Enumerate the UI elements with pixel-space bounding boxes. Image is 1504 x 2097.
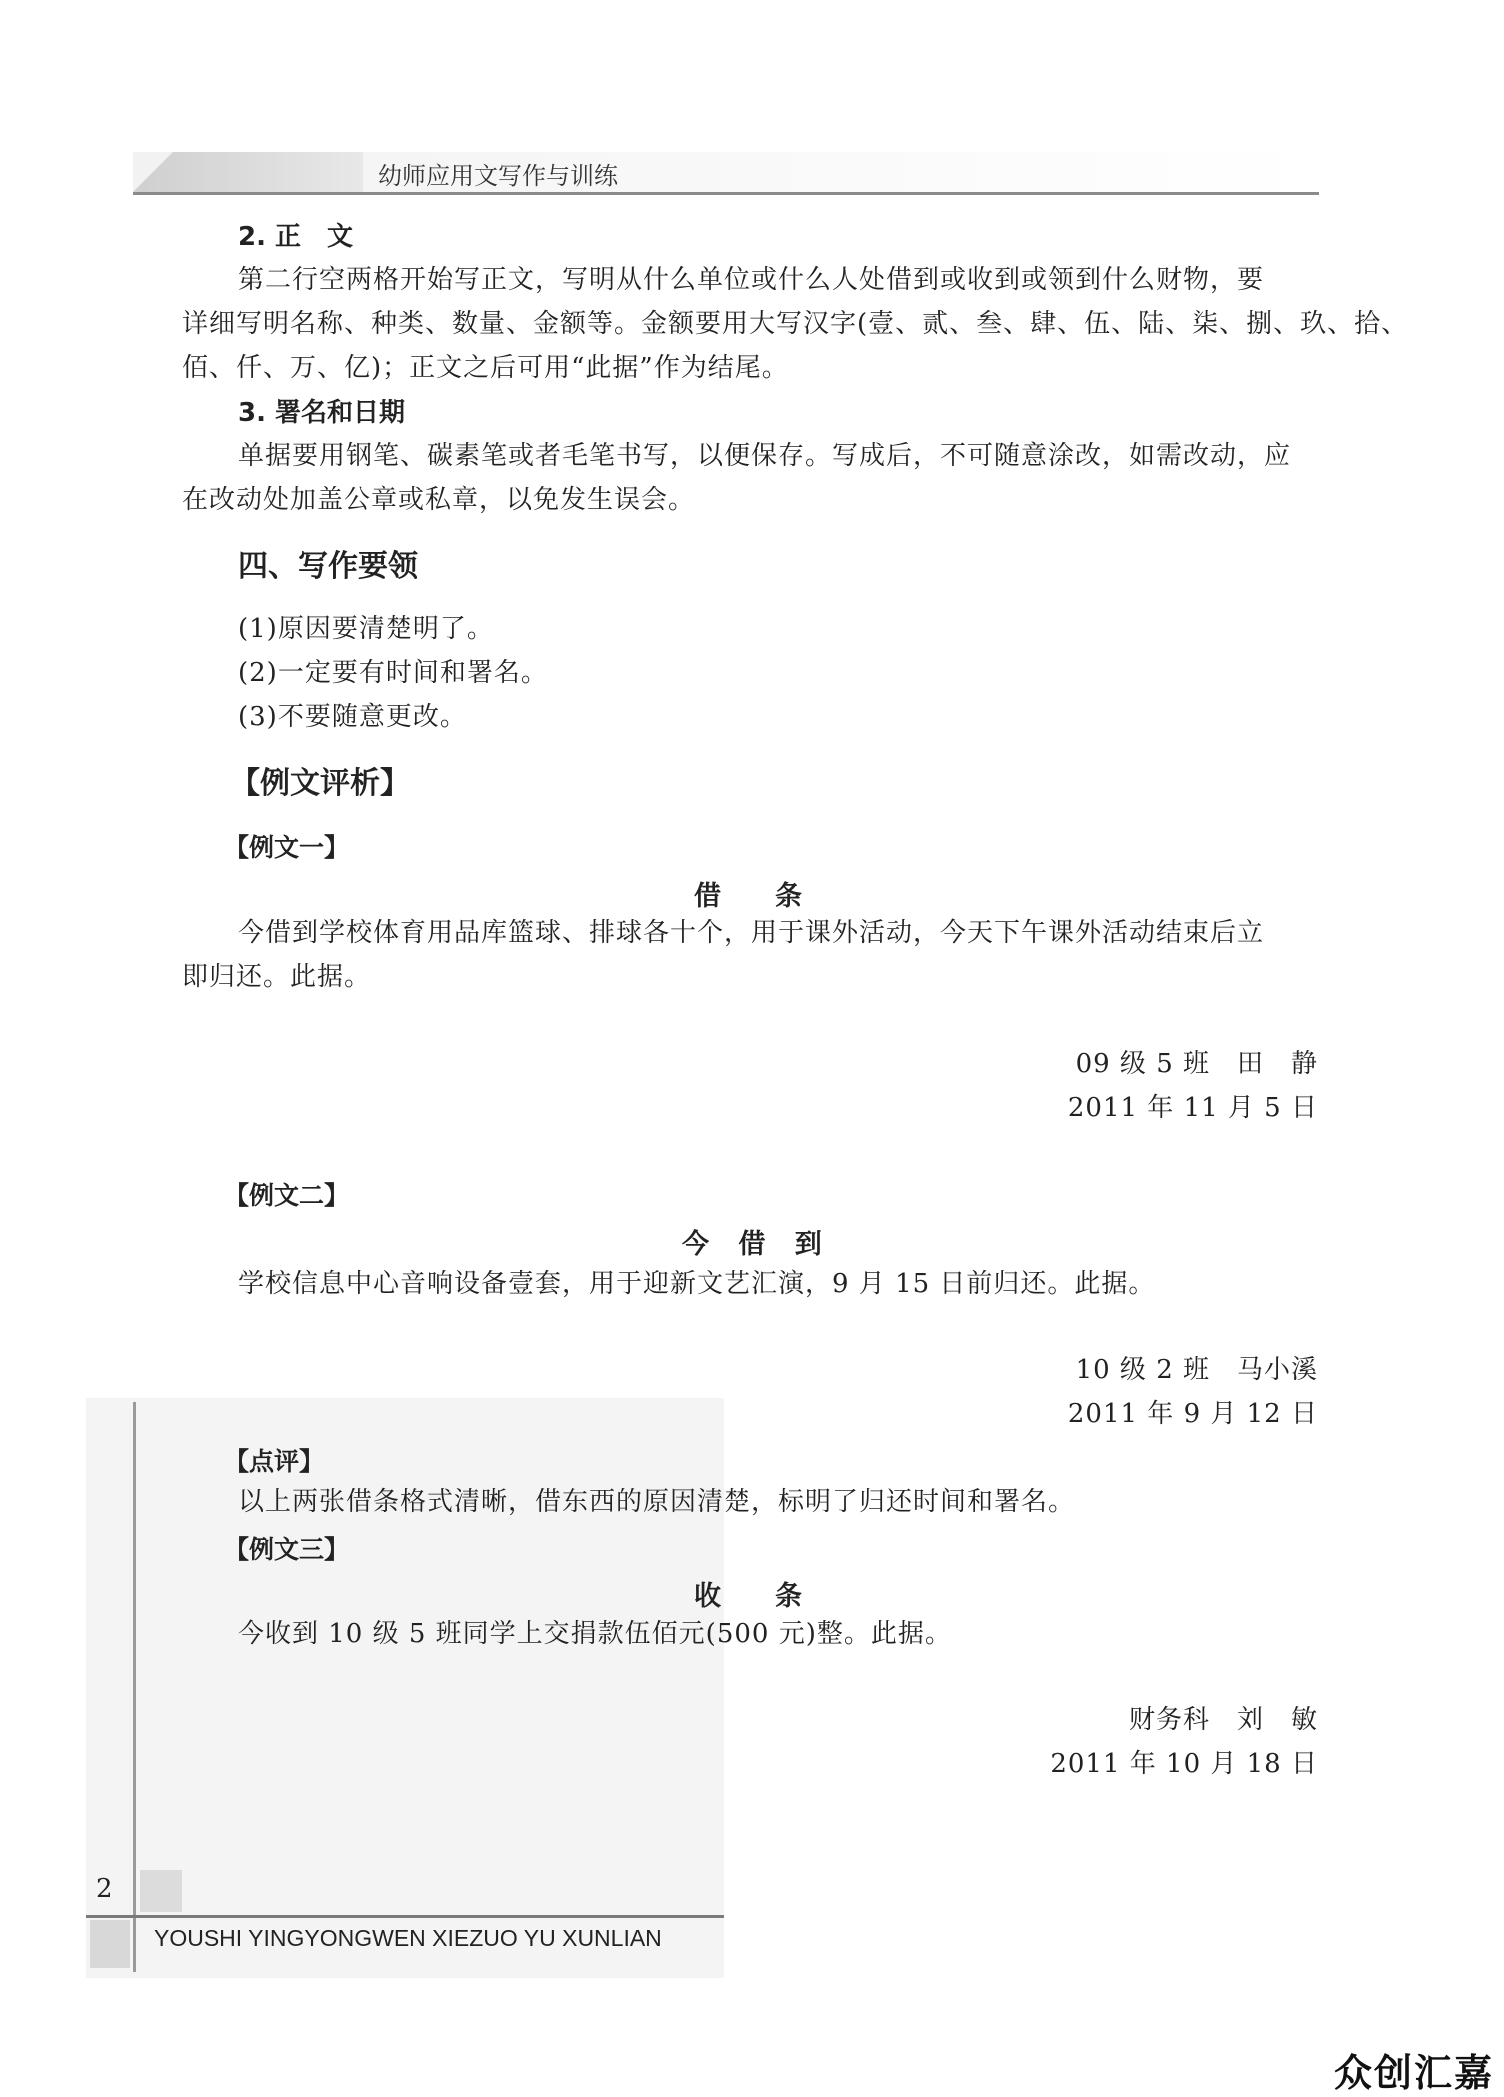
footer-horizontal-rule <box>86 1915 724 1918</box>
example-3-title: 收 条 <box>694 1581 802 1612</box>
example-2-date: 2011 年 9 月 12 日 <box>1067 1399 1318 1429</box>
signature-paragraph-line-2: 在改动处加盖公章或私章，以免发生误会。 <box>182 485 696 515</box>
example-2-title: 今 借 到 <box>682 1229 832 1260</box>
example-1-signer: 09 级 5 班 田 静 <box>1075 1049 1318 1079</box>
example-3-date: 2011 年 10 月 18 日 <box>1050 1749 1318 1779</box>
signature-paragraph-line-1: 单据要用钢笔、碳素笔或者毛笔书写，以便保存。写成后，不可随意涂改，如需改动，应 <box>238 441 1292 471</box>
comment-label: 【点评】 <box>224 1447 325 1476</box>
running-header-title: 幼师应用文写作与训练 <box>378 162 618 190</box>
writing-point-3: (3)不要随意更改。 <box>238 702 467 732</box>
example-1-line-1: 今借到学校体育用品库篮球、排球各十个，用于课外活动，今天下午课外活动结束后立 <box>238 918 1265 948</box>
writing-point-2: (2)一定要有时间和署名。 <box>238 658 548 688</box>
comment-text: 以上两张借条格式清晰，借东西的原因清楚，标明了归还时间和署名。 <box>238 1487 1076 1517</box>
footer-vertical-rule <box>133 1402 136 1972</box>
example-2-line-1: 学校信息中心音响设备壹套，用于迎新文艺汇演，9 月 15 日前归还。此据。 <box>238 1269 1156 1299</box>
example-3-label: 【例文三】 <box>224 1535 350 1564</box>
section-heading-body: 2. 正 文 <box>238 222 354 252</box>
section-heading-writing-points: 四、写作要领 <box>238 549 418 584</box>
section-heading-signature: 3. 署名和日期 <box>238 398 406 428</box>
example-3-line-1: 今收到 10 级 5 班同学上交捐款伍佰元(500 元)整。此据。 <box>238 1619 952 1649</box>
body-paragraph-line-1: 第二行空两格开始写正文，写明从什么单位或什么人处借到或收到或领到什么财物，要 <box>238 265 1265 295</box>
example-1-title: 借 条 <box>694 881 802 912</box>
footer-grey-box <box>90 1920 130 1968</box>
example-2-signer: 10 级 2 班 马小溪 <box>1075 1355 1318 1385</box>
body-paragraph-line-2: 详细写明名称、种类、数量、金额等。金额要用大写汉字(壹、贰、叁、肆、伍、陆、柒、捌、玖、拾、 <box>182 309 1409 339</box>
example-1-label: 【例文一】 <box>224 833 350 862</box>
watermark-logo: 众创汇嘉 <box>1334 2051 1495 2095</box>
example-3-signer: 财务科 刘 敏 <box>1128 1705 1318 1735</box>
body-paragraph-line-3: 佰、仟、万、亿)；正文之后可用“此据”作为结尾。 <box>182 353 789 383</box>
writing-point-1: (1)原因要清楚明了。 <box>238 614 494 644</box>
example-2-label: 【例文二】 <box>224 1181 350 1210</box>
footer-book-title: YOUSHI YINGYONGWEN XIEZUO YU XUNLIAN <box>154 1925 662 1951</box>
page-number-box <box>140 1870 182 1912</box>
example-1-line-2: 即归还。此据。 <box>182 962 372 992</box>
header-slant-decoration <box>133 152 363 192</box>
example-1-date: 2011 年 11 月 5 日 <box>1067 1093 1318 1123</box>
example-analysis-heading: 【例文评析】 <box>230 766 410 801</box>
page-number: 2 <box>96 1874 113 1904</box>
header-rule <box>133 192 1319 195</box>
